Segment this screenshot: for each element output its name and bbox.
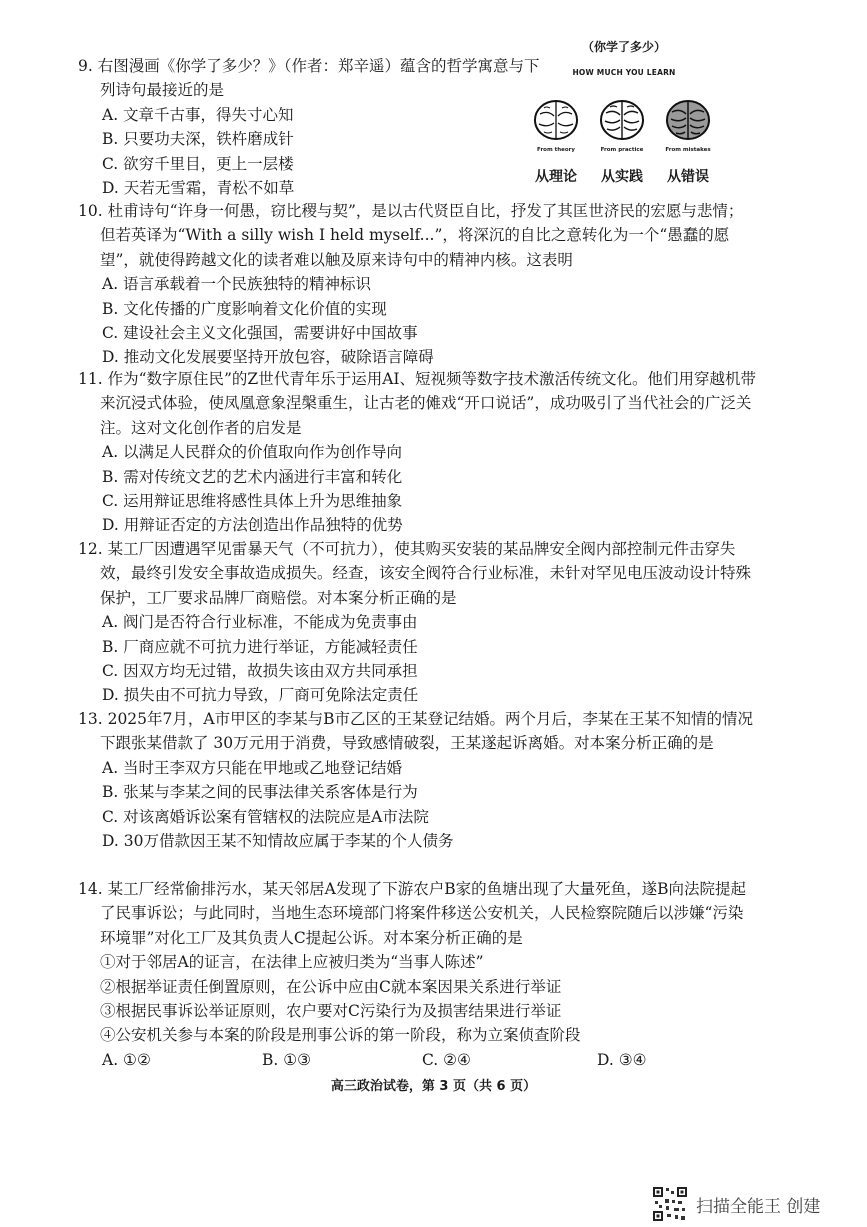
- brain-practice-label: From practice: [600, 147, 644, 153]
- question-12-stem: 12. 某工厂因遭遇罕见雷暴天气（不可抗力），使其购买安装的某品牌安全阀内部控制元件击穿失效，最终引发安全事故造成损失。经查，该安全阀符合行业标准，未针对罕见电压波动设计特殊保护，工厂要求品牌厂商赔偿。对本案分析正确的是: [78, 540, 752, 607]
- question-14-stem: 14. 某工厂经常偷排污水，某天邻居A发现了下游农户B家的鱼塘出现了大量死鱼，遂B向法院提起了民事诉讼；与此同时，当地生态环境部门将案件移送公安机关，人民检察院随后以涉嫌“污染环境罪”对化工厂及其负责人C提起公诉。对本案分析正确的是: [78, 880, 747, 947]
- question-13-option-c: C. 对该离婚诉讼案有管辖权的法院应是A市法院: [102, 807, 429, 826]
- question-13-stem: 13. 2025年7月，A市甲区的李某与B市乙区的王某登记结婚。两个月后，李某在王某不知情的情况下跟张某借款了 30万元用于消费，导致感情破裂，王某遂起诉离婚。对本案分析正确的是: [78, 710, 753, 753]
- question-14-statement-3: ③根据民事诉讼举证原则，农户要对C污染行为及损害结果进行举证: [100, 1002, 562, 1021]
- question-11-option-d: D. 用辩证否定的方法创造出作品独特的优势: [102, 516, 403, 535]
- question-9-stem: 9. 右图漫画《你学了多少？》（作者：郑辛遥）蕴含的哲学寓意与下列诗句最接近的是: [78, 57, 540, 100]
- question-14-statement-2: ②根据举证责任倒置原则，在公诉中应由C就本案因果关系进行举证: [100, 977, 562, 996]
- page-footer: 高三政治试卷，第 3 页（共 6 页）: [330, 1079, 537, 1094]
- question-13-option-d: D. 30万借款因王某不知情故应属于李某的个人债务: [102, 832, 454, 851]
- question-13: [78, 707, 758, 853]
- question-10-option-b: B. 文化传播的广度影响着文化价值的实现: [102, 299, 387, 318]
- question-11-option-a: A. 以满足人民群众的价值取向作为创作导向: [102, 443, 403, 462]
- brain-theory-icon: [532, 96, 580, 144]
- brain-theory-caption: 从理论: [535, 169, 577, 185]
- question-14-statement-4: ④公安机关参与本案的阶段是刑事公诉的第一阶段，称为立案侦查阶段: [100, 1026, 581, 1045]
- question-10-option-d: D. 推动文化发展要坚持开放包容，破除语言障碍: [102, 348, 434, 367]
- qr-code-icon: [652, 1186, 688, 1222]
- question-10-option-a: A. 语言承载着一个民族独特的精神标识: [102, 275, 372, 294]
- brain-practice-icon: [598, 96, 646, 144]
- comic-title: （你学了多少）: [581, 40, 666, 54]
- question-14-option-a: A. ①②: [102, 1050, 151, 1069]
- comic-illustration: [524, 32, 724, 192]
- question-12-option-d: D. 损失由不可抗力导致，厂商可免除法定责任: [102, 686, 419, 705]
- question-12-option-a: A. 阀门是否符合行业标准，不能成为免责事由: [102, 613, 418, 632]
- question-14-option-b: B. ①③: [262, 1050, 312, 1069]
- brain-mistakes-label: From mistakes: [665, 147, 711, 153]
- brain-theory-label: From theory: [537, 147, 575, 153]
- question-13-option-b: B. 张某与李某之间的民事法律关系客体是行为: [102, 783, 418, 802]
- question-11-stem: 11. 作为“数字原住民”的Z世代青年乐于运用AI、短视频等数字技术激活传统文化。他们用穿越机带来沉浸式体验，使凤凰意象涅槃重生，让古老的傩戏“开口说话”，成功吸引了当代社会的广泛关注。这对文化创作者的启发是: [78, 370, 757, 437]
- question-14-statement-1: ①对于邻居A的证言，在法律上应被归类为“当事人陈述”: [100, 953, 484, 972]
- question-9-option-d: D. 天若无雪霜，青松不如草: [102, 179, 295, 198]
- question-12-option-c: C. 因双方均无过错，故损失该由双方共同承担: [102, 662, 418, 681]
- question-9-option-b: B. 只要功夫深，铁杵磨成针: [102, 130, 294, 149]
- question-11: [78, 367, 758, 538]
- question-14-option-c: C. ②④: [422, 1050, 471, 1069]
- question-9-option-a: A. 文章千古事，得失寸心知: [102, 105, 294, 124]
- question-10-option-c: C. 建设社会主义文化强国，需要讲好中国故事: [102, 324, 418, 343]
- question-14-option-d: D. ③④: [597, 1050, 647, 1069]
- comic-subtitle: HOW MUCH YOU LEARN: [572, 68, 676, 77]
- scanner-watermark: 扫描全能王 创建: [696, 1197, 821, 1217]
- question-12: [78, 537, 758, 708]
- question-10: [78, 199, 758, 370]
- question-10-stem: 10. 杜甫诗句“许身一何愚，窃比稷与契”，是以古代贤臣自比，抒发了其匡世济民的宏愿与悲情；但若英译为“With a silly wish I held myself...”，将深沉的自比之意转化为一个“愚蠢的愿望”，就使得跨越文化的读者难以触及原来诗句中的精神内核。这表明: [78, 202, 744, 269]
- brain-practice-caption: 从实践: [601, 169, 643, 185]
- brain-mistakes-icon: [664, 96, 712, 144]
- brain-mistakes-caption: 从错误: [667, 169, 709, 185]
- question-13-option-a: A. 当时王李双方只能在甲地或乙地登记结婚: [102, 758, 403, 777]
- question-12-option-b: B. 厂商应就不可抗力进行举证，方能减轻责任: [102, 637, 418, 656]
- question-11-option-c: C. 运用辩证思维将感性具体上升为思维抽象: [102, 492, 403, 511]
- question-14-options: [102, 1048, 758, 1072]
- question-11-option-b: B. 需对传统文艺的艺术内涵进行丰富和转化: [102, 467, 403, 486]
- question-14: [78, 877, 758, 1072]
- question-9-option-c: C. 欲穷千里目，更上一层楼: [102, 154, 294, 173]
